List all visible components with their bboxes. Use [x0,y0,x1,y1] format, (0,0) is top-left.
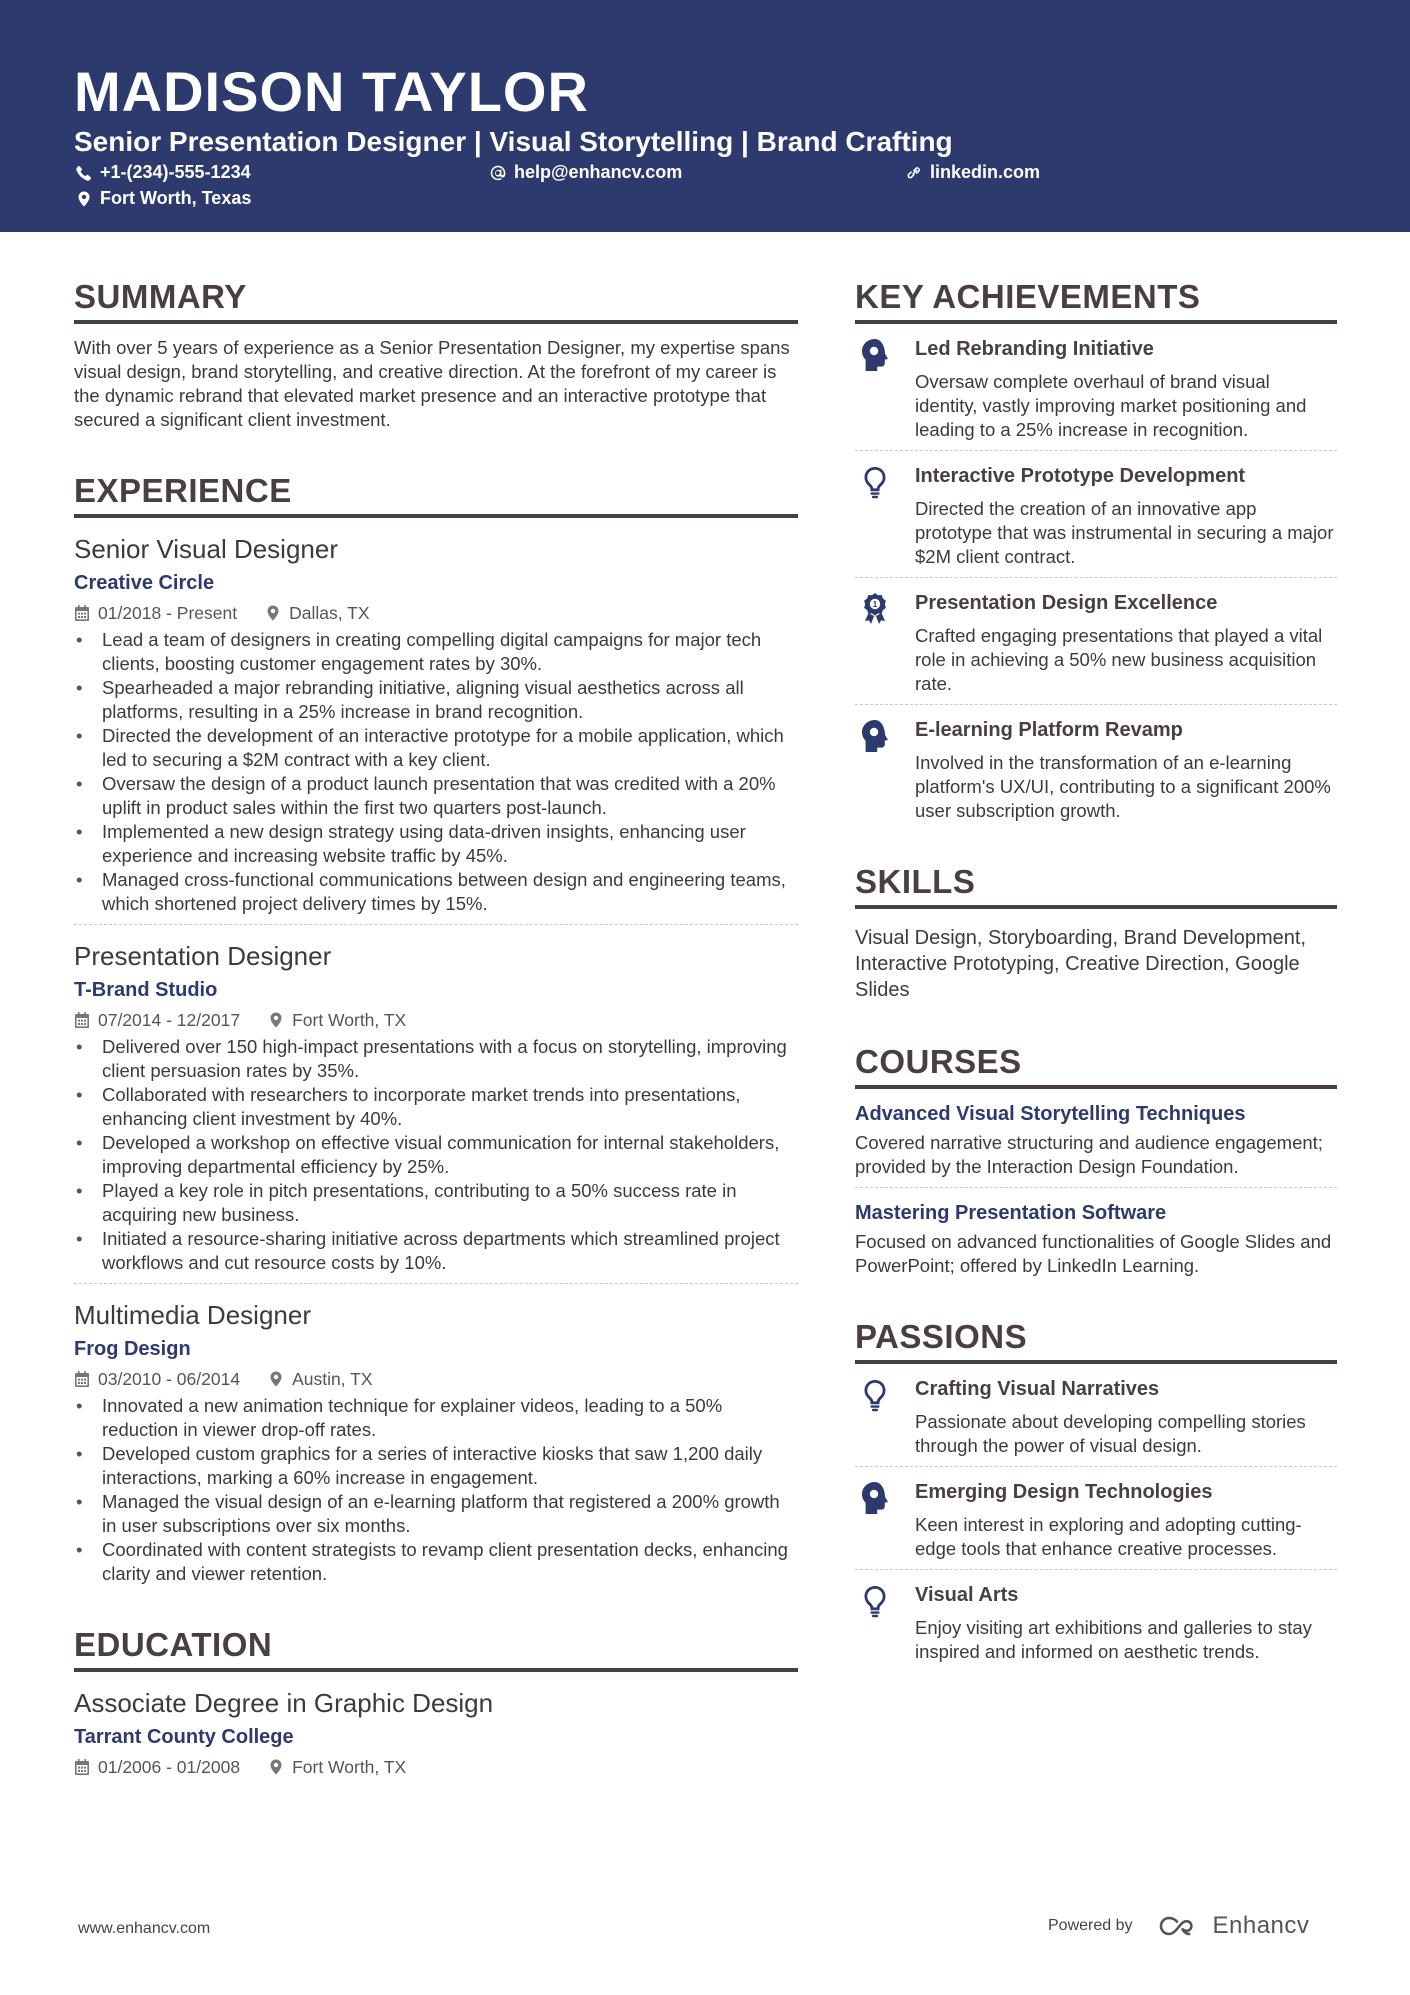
job-entry [74,532,798,925]
divider [855,1569,1337,1570]
courses-heading: COURSES [855,1041,1337,1089]
achievement-title: Presentation Design Excellence [915,592,1218,614]
achievements-section [855,276,1337,823]
summary-heading: SUMMARY [74,276,798,324]
education-dates: 01/2006 - 01/2008 [98,1757,241,1777]
list-item: • Implemented a new design strategy using data-driven insights, enhancing user experience and increasing website traffic by 45%. [74,820,798,868]
passions-section [855,1316,1337,1664]
map-pin-icon [268,1759,284,1775]
achievement-title: Interactive Prototype Development [915,465,1246,487]
achievements-heading: KEY ACHIEVEMENTS [855,276,1337,324]
education-section [74,1624,798,1778]
footer-branding [1048,1912,1309,1940]
course-desc: Focused on advanced functionalities of Google Slides and PowerPoint; offered by LinkedIn Learning. [855,1231,1332,1276]
candidate-tagline: Senior Presentation Designer | Visual Storytelling | Brand Crafting [74,126,953,157]
link-icon [906,165,922,181]
phone-text: +1-(234)-555-1234 [100,162,251,182]
list-item: • Spearheaded a major rebranding initiative, aligning visual aesthetics across all platforms, resulting in a 25% increase in brand recognition. [74,676,798,724]
list-item: • Innovated a new animation technique for explainer videos, leading to a 50% reduction in viewer drop-off rates. [74,1394,798,1442]
job-title: Multimedia Designer [74,1300,311,1330]
job-dates: 01/2018 - Present [98,603,238,623]
company-name: Creative Circle [74,572,215,594]
job-entry [74,939,798,1284]
calendar-icon [74,605,90,621]
divider [855,704,1337,705]
footer-website-link[interactable]: www.enhancv.com [78,1920,211,1937]
map-pin-icon [76,191,92,207]
job-bullets [74,1035,798,1275]
right-column [855,276,1337,1664]
job-meta [74,1368,798,1390]
education-heading: EDUCATION [74,1624,798,1672]
achievement-item [855,463,1337,569]
summary-section [74,276,798,432]
achievement-item [855,590,1337,696]
list-item: • Coordinated with content strategists to revamp client presentation decks, enhancing clarity and viewer retention. [74,1538,798,1586]
school-name: Tarrant County College [74,1726,294,1748]
job-bullets [74,1394,798,1586]
list-item: • Managed cross-functional communications between design and engineering teams, which shortened project delivery times by 15%. [74,868,798,916]
award-ribbon-icon [860,592,890,626]
divider [74,1283,798,1284]
list-item: • Developed custom graphics for a series of interactive kiosks that saw 1,200 daily interactions, marking a 60% increase in engagement. [74,1442,798,1490]
candidate-name: MADISON TAYLOR [74,60,589,123]
divider [74,924,798,925]
map-pin-icon [268,1371,284,1387]
passion-item [855,1479,1337,1561]
job-meta [74,1009,798,1031]
passion-item [855,1582,1337,1664]
header-banner [0,0,1410,232]
location-text: Fort Worth, Texas [100,188,252,208]
divider [855,1466,1337,1467]
passion-title: Visual Arts [915,1584,1019,1606]
passion-title: Emerging Design Technologies [915,1481,1213,1503]
lightbulb-icon [860,1378,890,1412]
course-title: Mastering Presentation Software [855,1202,1167,1224]
head-icon [860,1481,890,1515]
job-dates: 07/2014 - 12/2017 [98,1010,241,1030]
contact-email[interactable] [490,162,682,183]
list-item: • Lead a team of designers in creating compelling digital campaigns for major tech clients, boosting customer engagement rates by 30%. [74,628,798,676]
left-column [74,276,798,1778]
job-location: Dallas, TX [289,603,370,623]
degree-title: Associate Degree in Graphic Design [74,1688,494,1718]
courses-section [855,1041,1337,1278]
job-entry [74,1298,798,1586]
passion-desc: Enjoy visiting art exhibitions and galleries to stay inspired and informed on aesthetic trends. [915,1617,1312,1662]
passion-title: Crafting Visual Narratives [915,1378,1160,1400]
brand-name: Enhancv [1212,1912,1310,1939]
passions-heading: PASSIONS [855,1316,1337,1364]
job-location: Fort Worth, TX [292,1010,407,1030]
education-meta [74,1756,798,1778]
enhancv-logo[interactable] [1157,1912,1310,1940]
passion-desc: Passionate about developing compelling stories through the power of visual design. [915,1411,1306,1456]
list-item: • Delivered over 150 high-impact presentations with a focus on storytelling, improving client persuasion rates by 35%. [74,1035,798,1083]
calendar-icon [74,1012,90,1028]
powered-by-label: Powered by [1048,1917,1133,1934]
lightbulb-icon [860,465,890,499]
company-name: T-Brand Studio [74,979,218,1001]
list-item: • Directed the development of an interactive prototype for a mobile application, which led to securing a $2M contract with a key client. [74,724,798,772]
course-title: Advanced Visual Storytelling Techniques [855,1103,1246,1125]
job-location: Austin, TX [292,1369,373,1389]
divider [855,1187,1337,1188]
passion-item [855,1376,1337,1458]
job-meta [74,602,798,624]
company-name: Frog Design [74,1338,191,1360]
job-title: Presentation Designer [74,941,332,971]
head-icon [860,719,890,753]
divider [855,450,1337,451]
infinity-logo-icon [1157,1914,1203,1938]
job-bullets [74,628,798,916]
achievement-desc: Crafted engaging presentations that played a vital role in achieving a 50% new business acquisition rate. [915,625,1323,694]
list-item: • Initiated a resource-sharing initiative across departments which streamlined project workflows and cut resource costs by 10%. [74,1227,798,1275]
job-title: Senior Visual Designer [74,534,338,564]
achievement-desc: Oversaw complete overhaul of brand visual identity, vastly improving market positioning and leading to a 25% increase in recognition. [915,371,1307,440]
list-item: • Oversaw the design of a product launch presentation that was credited with a 20% uplift in product sales within the first two quarters post-launch. [74,772,798,820]
achievement-item [855,336,1337,442]
experience-heading: EXPERIENCE [74,470,798,518]
calendar-icon [74,1759,90,1775]
list-item: • Developed a workshop on effective visual communication for internal stakeholders, improving departmental efficiency by 25%. [74,1131,798,1179]
contact-phone[interactable] [76,162,251,183]
achievement-item [855,717,1337,823]
achievement-title: Led Rebranding Initiative [915,338,1154,360]
skills-heading: SKILLS [855,861,1337,909]
contact-location [76,188,251,209]
map-pin-icon [265,605,281,621]
course-desc: Covered narrative structuring and audience engagement; provided by the Interaction Design Foundation. [855,1132,1323,1177]
list-item: • Collaborated with researchers to incorporate market trends into presentations, enhancing client investment by 40%. [74,1083,798,1131]
skills-text: Visual Design, Storyboarding, Brand Development, Interactive Prototyping, Creative Direction, Google Slides [855,927,1306,1001]
education-location: Fort Worth, TX [292,1757,407,1777]
calendar-icon [74,1371,90,1387]
achievement-title: E-learning Platform Revamp [915,719,1183,741]
head-icon [860,338,890,372]
achievement-desc: Involved in the transformation of an e-learning platform's UX/UI, contributing to a significant 200% user subscription growth. [915,752,1331,821]
list-item: • Played a key role in pitch presentations, contributing to a 50% success rate in acquiring new business. [74,1179,798,1227]
email-text: help@enhancv.com [514,162,683,182]
experience-section [74,470,798,1586]
passion-desc: Keen interest in exploring and adopting cutting-edge tools that enhance creative processes. [915,1514,1302,1559]
at-sign-icon [490,165,506,181]
map-pin-icon [268,1012,284,1028]
job-dates: 03/2010 - 06/2014 [98,1369,241,1389]
contact-linkedin[interactable] [906,162,1040,183]
linkedin-text: linkedin.com [930,162,1041,182]
achievement-desc: Directed the creation of an innovative app prototype that was instrumental in securing a major $2M client contract. [915,498,1334,567]
skills-section [855,861,1337,1003]
summary-text: With over 5 years of experience as a Senior Presentation Designer, my expertise spans visual design, brand storytelling, and creative direction. At the forefront of my career is the dynamic rebrand that elevated market presence and an interactive prototype that secured a significant client investment. [74,337,790,430]
divider [855,577,1337,578]
phone-icon [76,165,92,181]
lightbulb-icon [860,1584,890,1618]
list-item: • Managed the visual design of an e-learning platform that registered a 200% growth in user subscriptions over six months. [74,1490,798,1538]
